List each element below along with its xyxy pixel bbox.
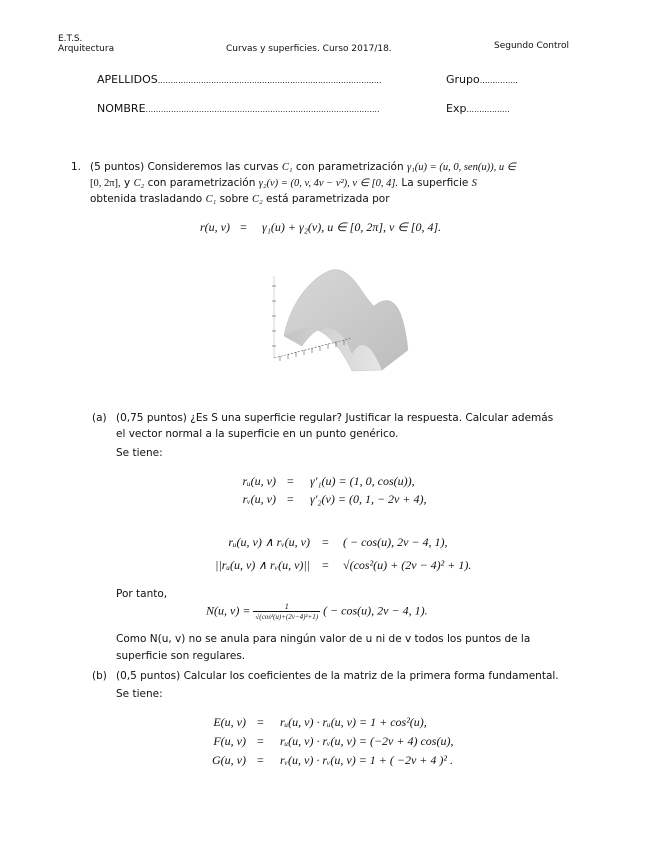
cross-product-eq: =: [322, 535, 329, 549]
problem-line-1: [90, 161, 516, 173]
rv-lhs: rᵥ(u, v): [242, 492, 276, 506]
norm-eq: =: [322, 558, 329, 572]
part-b-question: Calcular los coeficientes de la matriz de la primera forma fundamental.: [183, 670, 559, 682]
part-a-question-line-1: [116, 412, 553, 424]
group-dots: ...............: [479, 76, 518, 85]
part-b-points: (0,5 puntos): [116, 670, 181, 682]
e-rhs: rᵤ(u, v) · rᵤ(u, v) = 1 + cos²(u),: [280, 715, 427, 729]
part-b-se-tiene: Se tiene:: [116, 688, 163, 700]
fraction-numerator: 1: [253, 602, 320, 612]
cross-product-rhs: ( − cos(u), 2v − 4, 1),: [343, 535, 448, 549]
surface-plot-figure: [262, 266, 412, 376]
surname-label: APELLIDOS: [97, 73, 158, 86]
part-a-question: ¿Es S una superficie regular? Justificar la respuesta. Calcular además: [190, 412, 554, 424]
norm-rhs: √(cos²(u) + (2v − 4)² + 1).: [343, 558, 472, 572]
surface-s: S: [471, 178, 477, 189]
problem-line-2: [90, 177, 477, 189]
part-a-label: (a): [92, 412, 107, 424]
cross-product-lhs: rᵤ(u, v) ∧ rᵥ(u, v): [228, 535, 310, 549]
g-rhs: rᵥ(u, v) · rᵥ(u, v) = 1 + ( −2v + 4 )² .: [280, 753, 453, 767]
param-rhs: γ₁(u) + γ₂(v), u ∈ [0, 2π], v ∈ [0, 4].: [262, 220, 442, 234]
statement-text: con parametrización: [147, 177, 256, 189]
part-b-question-line: [116, 670, 559, 682]
g-lhs: G(u, v): [212, 753, 246, 767]
exp-label: Exp: [446, 102, 467, 115]
g-eq: =: [257, 753, 264, 767]
ru-rhs: γ′₁(u) = (1, 0, cos(u)),: [310, 474, 415, 488]
param-lhs: r(u, v): [200, 220, 230, 234]
course-title: Curvas y superficies. Curso 2017/18.: [226, 44, 392, 54]
e-eq: =: [257, 715, 264, 729]
f-eq: =: [257, 734, 264, 748]
normal-lhs: N(u, v) =: [206, 603, 251, 618]
part-b-label: (b): [92, 670, 107, 682]
exp-field: [446, 102, 510, 115]
problem-points: (5 puntos): [90, 161, 145, 173]
f-lhs: F(u, v): [213, 734, 246, 748]
group-field: [446, 73, 518, 86]
statement-text: y: [124, 177, 131, 189]
rv-rhs: γ′₂(v) = (0, 1, − 2v + 4),: [310, 492, 427, 506]
statement-text: está parametrizada por: [266, 193, 390, 205]
surname-dots: ........................................................................................: [157, 76, 382, 85]
surname-field: [97, 73, 382, 86]
school-name: E.T.S.: [58, 34, 83, 44]
e-lhs: E(u, v): [213, 715, 246, 729]
part-a-question-line-2: el vector normal a la superficie en un punto genérico.: [116, 428, 399, 440]
statement-text: con parametrización: [295, 161, 404, 173]
domain-1: [0, 2π],: [90, 178, 121, 189]
exp-dots: .................: [466, 105, 510, 114]
f-rhs: rᵤ(u, v) · rᵥ(u, v) = (−2v + 4) cos(u),: [280, 734, 454, 748]
normal-vector-formula: [206, 602, 428, 621]
name-label: NOMBRE: [97, 102, 146, 115]
name-field: [97, 102, 379, 115]
norm-lhs: ||rᵤ(u, v) ∧ rᵥ(u, v)||: [215, 558, 310, 572]
normal-rhs: ( − cos(u), 2v − 4, 1).: [323, 603, 428, 618]
curve-c2: C₂: [252, 194, 263, 205]
param-eq: =: [240, 220, 247, 234]
curve-c1: C₁: [281, 162, 293, 173]
rv-eq: =: [287, 492, 294, 506]
statement-text: obtenida trasladando: [90, 193, 203, 205]
ru-lhs: rᵤ(u, v): [242, 474, 276, 488]
por-tanto: Por tanto,: [116, 588, 168, 600]
curve-c1: C₁: [205, 194, 217, 205]
statement-text: Consideremos las curvas: [147, 161, 279, 173]
school-department: Arquitectura: [58, 44, 115, 54]
gamma1-formula: γ₁(u) = (u, 0, sen(u)), u ∈: [406, 162, 516, 173]
problem-number: 1.: [71, 161, 82, 173]
gamma2-formula: γ₂(v) = (0, v, 4v − v²), v ∈ [0, 4].: [258, 178, 399, 189]
conclusion-line-1: Como N(u, v) no se anula para ningún valor de u ni de v todos los puntos de la: [116, 633, 531, 645]
conclusion-line-2: superficie son regulares.: [116, 650, 246, 662]
ru-eq: =: [287, 474, 294, 488]
curve-c2: C₂: [133, 178, 145, 189]
part-a-points: (0,75 puntos): [116, 412, 187, 424]
statement-text: La superficie: [401, 177, 469, 189]
group-label: Grupo: [446, 73, 480, 86]
fraction-denominator: √(cos²(u)+(2v−4)²+1): [255, 613, 319, 621]
part-a-se-tiene: Se tiene:: [116, 447, 163, 459]
name-dots: ............................................................................................: [145, 105, 380, 114]
normal-fraction: [253, 602, 320, 621]
problem-line-3: [90, 193, 390, 205]
statement-text: sobre: [219, 193, 249, 205]
exam-title: Segundo Control: [494, 41, 569, 51]
